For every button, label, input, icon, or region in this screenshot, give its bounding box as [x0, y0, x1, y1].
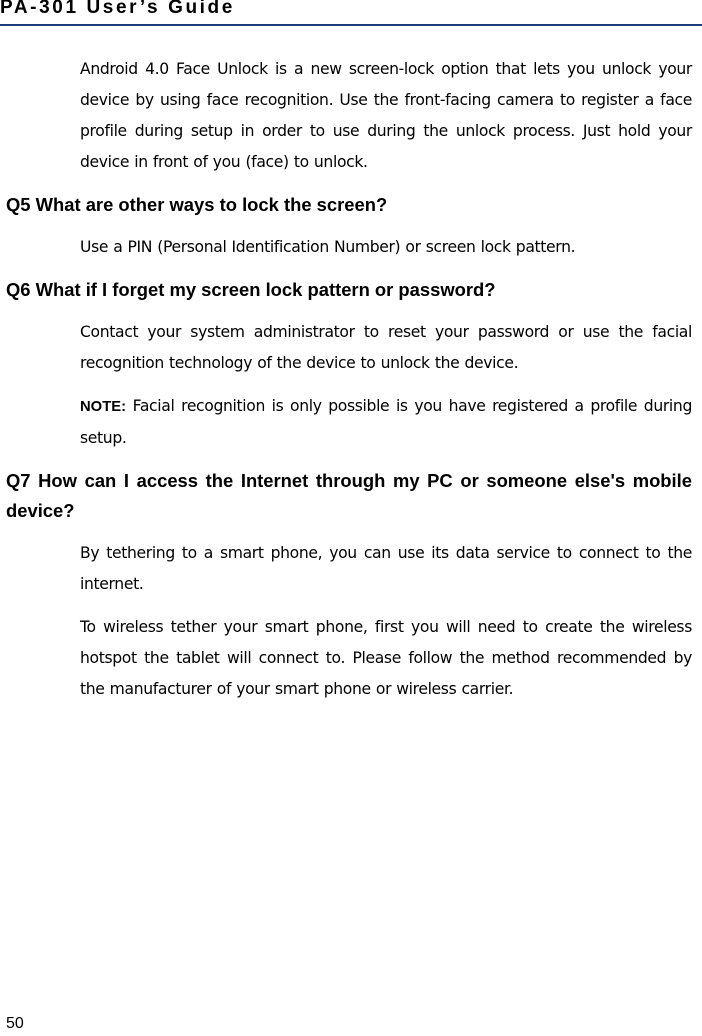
- header-title: PA-301 User’s Guide: [0, 0, 235, 18]
- q7-question: Q7 How can I access the Internet through my PC or someone else's mobile device?: [6, 470, 692, 521]
- q5-answer: Use a PIN (Personal Identification Number) or screen lock pattern.: [80, 238, 576, 256]
- page-number: 50: [6, 1015, 24, 1032]
- note-label: NOTE:: [80, 399, 127, 415]
- q6-question: Q6 What if I forget my screen lock pattern or password?: [6, 279, 496, 300]
- q6-note: [0, 391, 692, 454]
- page-header: [0, 0, 702, 26]
- intro-paragraph: Android 4.0 Face Unlock is a new screen-lock option that lets you unlock your device by using face recognition. Use the front-facing camera to register a face profile during setup in order to use during the unlock process. Just hold your device in front of you (face) to unlock.: [80, 60, 692, 171]
- q6-answer: Contact your system administrator to reset your password or use the facial recognition technology of the device to unlock the device.: [80, 323, 692, 372]
- q7-answer-2: To wireless tether your smart phone, first you will need to create the wireless hotspot the tablet will connect to. Please follow the method recommended by the manufacturer of your smart phone or wireless carrier.: [80, 618, 692, 698]
- q5-question: Q5 What are other ways to lock the screen?: [6, 194, 388, 215]
- document-body: [0, 54, 692, 705]
- note-text: Facial recognition is only possible is you have registered a profile during setup.: [80, 397, 692, 447]
- q7-answer-1: By tethering to a smart phone, you can use its data service to connect to the internet.: [80, 544, 692, 593]
